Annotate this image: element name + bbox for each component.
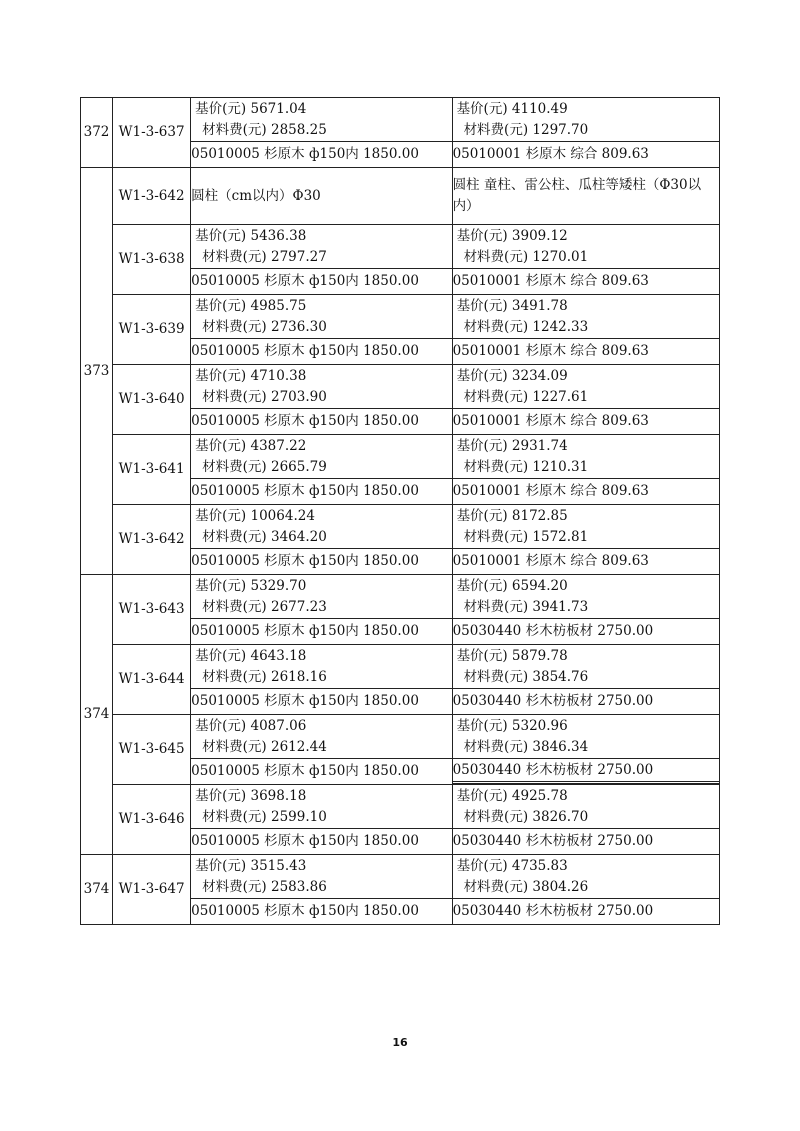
price-value: 3491.78 xyxy=(511,297,568,314)
header-cell-a: 圆柱（cm以内）Φ30 xyxy=(191,168,452,225)
material-spec-a: 05010005 杉原木 ф150内 1850.00 xyxy=(191,142,452,168)
material-label: 材料费(元) xyxy=(202,248,267,265)
price-label: 基价(元) xyxy=(195,367,247,384)
page-number: 16 xyxy=(392,1036,408,1049)
price-value: 4985.75 xyxy=(250,297,307,314)
material-value: 1572.81 xyxy=(532,528,589,545)
price-label: 基价(元) xyxy=(195,577,247,594)
price-value: 10064.24 xyxy=(250,507,315,524)
material-value: 3464.20 xyxy=(271,528,327,545)
price-cell-b xyxy=(452,98,719,142)
price-value: 5879.78 xyxy=(511,647,568,664)
price-cell-b xyxy=(452,365,719,409)
material-spec-a: 05010005 杉原木 ф150内 1850.00 xyxy=(191,339,452,365)
material-value: 2599.10 xyxy=(271,808,327,825)
material-label: 材料费(元) xyxy=(463,668,529,685)
price-label: 基价(元) xyxy=(456,100,508,117)
table-row xyxy=(81,365,720,409)
material-label: 材料费(元) xyxy=(202,388,267,405)
quota-code: W1-3-643 xyxy=(113,575,191,645)
material-label: 材料费(元) xyxy=(463,248,529,265)
item-number: 372 xyxy=(81,98,113,168)
material-label: 材料费(元) xyxy=(463,528,529,545)
price-cell-a xyxy=(191,855,452,899)
material-spec-a: 05010005 杉原木 ф150内 1850.00 xyxy=(191,549,452,575)
material-spec-b: 05010001 杉原木 综合 809.63 xyxy=(452,549,719,575)
material-label: 材料费(元) xyxy=(202,121,267,138)
material-value: 2677.23 xyxy=(271,598,327,615)
price-label: 基价(元) xyxy=(456,227,508,244)
price-label: 基价(元) xyxy=(195,787,247,804)
item-number: 373 xyxy=(81,168,113,575)
material-label: 材料费(元) xyxy=(463,878,529,895)
material-spec-b: 05010001 杉原木 综合 809.63 xyxy=(452,339,719,365)
material-spec-b: 05030440 杉木枋板材 2750.00 xyxy=(452,829,719,855)
material-spec-a: 05010005 杉原木 ф150内 1850.00 xyxy=(191,269,452,295)
table-row xyxy=(81,575,720,619)
material-label: 材料费(元) xyxy=(463,808,529,825)
material-spec-b xyxy=(452,759,719,785)
price-label: 基价(元) xyxy=(456,367,508,384)
material-label: 材料费(元) xyxy=(463,318,529,335)
item-number: 374 xyxy=(81,575,113,855)
material-spec-a: 05010005 杉原木 ф150内 1850.00 xyxy=(191,829,452,855)
table-row xyxy=(81,98,720,142)
price-label: 基价(元) xyxy=(195,507,247,524)
price-label: 基价(元) xyxy=(456,787,508,804)
material-spec-b: 05010001 杉原木 综合 809.63 xyxy=(452,142,719,168)
price-label: 基价(元) xyxy=(456,507,508,524)
price-cell-b xyxy=(452,715,719,759)
item-number: 374 xyxy=(81,855,113,925)
price-cell-b xyxy=(452,785,719,829)
material-value: 2797.27 xyxy=(271,248,327,265)
material-label: 材料费(元) xyxy=(202,318,267,335)
price-value: 4110.49 xyxy=(511,100,568,117)
quota-code: W1-3-642 xyxy=(113,168,191,225)
quota-code: W1-3-638 xyxy=(113,225,191,295)
price-value: 3698.18 xyxy=(250,787,307,804)
material-value: 2703.90 xyxy=(271,388,327,405)
material-spec-a: 05010005 杉原木 ф150内 1850.00 xyxy=(191,759,452,785)
material-label: 材料费(元) xyxy=(202,668,267,685)
table-row xyxy=(81,785,720,829)
price-cell-b xyxy=(452,435,719,479)
price-value: 3909.12 xyxy=(511,227,568,244)
price-value: 8172.85 xyxy=(511,507,568,524)
price-label: 基价(元) xyxy=(195,647,247,664)
material-spec-b: 05010001 杉原木 综合 809.63 xyxy=(452,409,719,435)
price-value: 2931.74 xyxy=(511,437,568,454)
price-cell-a xyxy=(191,715,452,759)
price-label: 基价(元) xyxy=(195,100,247,117)
price-value: 3234.09 xyxy=(511,367,568,384)
price-value: 4925.78 xyxy=(511,787,568,804)
price-label: 基价(元) xyxy=(195,437,247,454)
material-label: 材料费(元) xyxy=(202,808,267,825)
material-value: 2736.30 xyxy=(271,318,327,335)
material-spec-a: 05010005 杉原木 ф150内 1850.00 xyxy=(191,689,452,715)
table-row xyxy=(81,715,720,759)
material-spec-b: 05030440 杉木枋板材 2750.00 xyxy=(452,619,719,645)
price-value: 5320.96 xyxy=(511,717,568,734)
price-label: 基价(元) xyxy=(456,647,508,664)
price-cell-b xyxy=(452,225,719,269)
price-cell-b xyxy=(452,575,719,619)
rate-table xyxy=(80,97,720,925)
material-label: 材料费(元) xyxy=(463,388,529,405)
quota-code: W1-3-645 xyxy=(113,715,191,785)
price-label: 基价(元) xyxy=(456,577,508,594)
material-label: 材料费(元) xyxy=(463,458,529,475)
material-value: 3941.73 xyxy=(532,598,589,615)
table-row xyxy=(81,225,720,269)
quota-code: W1-3-647 xyxy=(113,855,191,925)
price-cell-a xyxy=(191,295,452,339)
quota-code: W1-3-644 xyxy=(113,645,191,715)
price-value: 4735.83 xyxy=(511,857,568,874)
quota-code: W1-3-646 xyxy=(113,785,191,855)
table-row xyxy=(81,435,720,479)
quota-code: W1-3-640 xyxy=(113,365,191,435)
price-label: 基价(元) xyxy=(456,717,508,734)
quota-code: W1-3-641 xyxy=(113,435,191,505)
table-row xyxy=(81,168,720,225)
material-spec-a: 05010005 杉原木 ф150内 1850.00 xyxy=(191,479,452,505)
quota-code: W1-3-637 xyxy=(113,98,191,168)
price-value: 5329.70 xyxy=(250,577,307,594)
material-label: 材料费(元) xyxy=(463,738,529,755)
material-label: 材料费(元) xyxy=(202,738,267,755)
price-label: 基价(元) xyxy=(195,297,247,314)
quota-code: W1-3-639 xyxy=(113,295,191,365)
material-spec-a: 05010005 杉原木 ф150内 1850.00 xyxy=(191,619,452,645)
price-label: 基价(元) xyxy=(456,297,508,314)
table-row xyxy=(81,295,720,339)
material-spec-a: 05010005 杉原木 ф150内 1850.00 xyxy=(191,409,452,435)
material-value: 1297.70 xyxy=(532,121,589,138)
price-cell-a xyxy=(191,645,452,689)
price-value: 4387.22 xyxy=(250,437,307,454)
price-cell-a xyxy=(191,575,452,619)
material-value: 1227.61 xyxy=(532,388,589,405)
material-value: 1242.33 xyxy=(532,318,589,335)
price-label: 基价(元) xyxy=(456,857,508,874)
material-spec-b: 05010001 杉原木 综合 809.63 xyxy=(452,269,719,295)
table-row xyxy=(81,505,720,549)
material-spec-a: 05010005 杉原木 ф150内 1850.00 xyxy=(191,899,452,925)
material-value: 3826.70 xyxy=(532,808,589,825)
price-value: 4087.06 xyxy=(250,717,307,734)
material-value: 2858.25 xyxy=(271,121,327,138)
price-value: 5671.04 xyxy=(250,100,307,117)
price-cell-a xyxy=(191,435,452,479)
material-value: 1270.01 xyxy=(532,248,589,265)
material-label: 材料费(元) xyxy=(202,528,267,545)
price-cell-a xyxy=(191,98,452,142)
price-value: 4643.18 xyxy=(250,647,307,664)
material-value: 2665.79 xyxy=(271,458,327,475)
material-value: 2583.86 xyxy=(271,878,327,895)
material-value: 3854.76 xyxy=(532,668,589,685)
price-cell-b xyxy=(452,645,719,689)
header-cell-b: 圆柱 童柱、雷公柱、瓜柱等矮柱（Φ30以内） xyxy=(452,168,719,225)
price-label: 基价(元) xyxy=(195,717,247,734)
price-cell-b xyxy=(452,505,719,549)
material-spec-b: 05030440 杉木枋板材 2750.00 xyxy=(452,899,719,925)
table-row xyxy=(81,855,720,899)
price-label: 基价(元) xyxy=(195,227,247,244)
material-label: 材料费(元) xyxy=(202,598,267,615)
price-cell-a xyxy=(191,365,452,409)
price-cell-b xyxy=(452,295,719,339)
price-cell-a xyxy=(191,225,452,269)
price-value: 6594.20 xyxy=(511,577,568,594)
material-label: 材料费(元) xyxy=(463,598,529,615)
material-label: 材料费(元) xyxy=(202,458,267,475)
price-cell-a xyxy=(191,785,452,829)
price-cell-a xyxy=(191,505,452,549)
price-value: 3515.43 xyxy=(250,857,307,874)
material-spec-b: 05030440 杉木枋板材 2750.00 xyxy=(452,689,719,715)
quota-code: W1-3-642 xyxy=(113,505,191,575)
material-value: 3846.34 xyxy=(532,738,589,755)
price-label: 基价(元) xyxy=(456,437,508,454)
price-label: 基价(元) xyxy=(195,857,247,874)
price-cell-b xyxy=(452,855,719,899)
material-label: 材料费(元) xyxy=(202,878,267,895)
material-label: 材料费(元) xyxy=(463,121,529,138)
table-row xyxy=(81,645,720,689)
material-spec-b: 05010001 杉原木 综合 809.63 xyxy=(452,479,719,505)
material-value: 2618.16 xyxy=(271,668,327,685)
material-value: 2612.44 xyxy=(271,738,327,755)
material-spec-b-text: 05030440 杉木枋板材 2750.00 xyxy=(453,760,719,784)
material-value: 1210.31 xyxy=(532,458,589,475)
price-value: 4710.38 xyxy=(250,367,307,384)
material-value: 3804.26 xyxy=(532,878,589,895)
price-value: 5436.38 xyxy=(250,227,307,244)
